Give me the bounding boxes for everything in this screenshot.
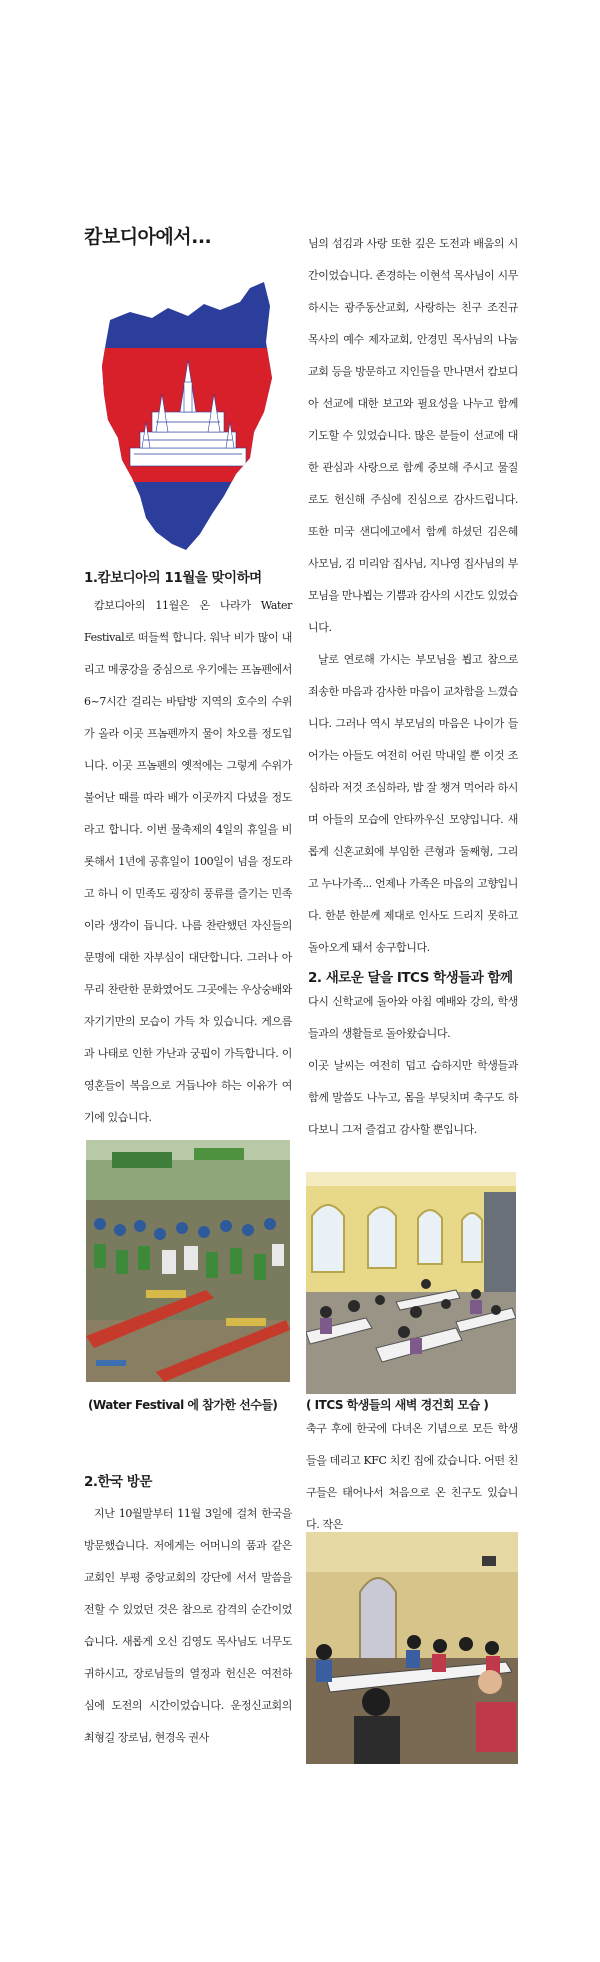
section2-heading: 2.한국 방문: [84, 1474, 152, 1490]
section1-heading: 1.캄보디아의 11월을 맞이하며: [84, 570, 262, 586]
section2: [84, 1470, 292, 1754]
continuation-text: 님의 섬김과 사랑 또한 깊은 도전과 배움의 시간이었습니다. 존경하는 이현석 목사님이 시무하시는 광주동산교회, 사랑하는 친구 조진규 목사의 예수 제자교회, 안경민 목사님의 나눔 교회 등을 방문하고 지인들을 만나면서 캄보디아 선교에 대한 보고와 필요성을 나누고 함께 기도할 수 있었습니다. 많은 분들이 선교에 대한 관심과 사랑으로 함께 중보해 주시고 물질로도 헌신해 주심에 진심으로 감사드립니다. 또한 미국 샌디에고에서 함께 하셨던 김은혜 사모님, 김 미리암 집사님, 지나영 집사님의 부모님을 만나뵙는 기쁨과 감사의 시간도 있었습니다.: [308, 237, 518, 634]
after-caption-text: 축구 후에 한국에 다녀온 기념으로 모든 학생들을 데리고 KFC 치킨 집에 갔습니다. 어떤 친구들은 태어나서 처음으로 온 친구도 있습니다. 작은: [306, 1422, 518, 1531]
right-column: [308, 228, 518, 1146]
section3-body2: 이곳 날씨는 여전히 덥고 습하지만 학생들과 함께 말씀도 나누고, 몸을 부딪치며 축구도 하다보니 그저 즐겁고 감사할 뿐입니다.: [308, 1059, 518, 1136]
section3-body1: 다시 신학교에 돌아와 아침 예배와 강의, 학생들과의 생활들로 돌아왔습니다.: [308, 995, 518, 1040]
section1-body: 캄보디아의 11월은 온 나라가 Water Festival로 떠들썩 합니다. 워낙 비가 많이 내리고 메콩강을 중심으로 우기에는 프놈펜에서 6~7시간 걸리는 바탐방 지역의 호수의 수위가 올라 이곳 프놈펜까지 물이 차오를 정도입니다. 이곳 프놈펜의 옛적에는 그렇게 수위가 불어난 때를 따라 배가 이곳까지 다녔을 정도라고 합니다. 이번 물축제의 4일의 휴일을 비롯해서 1년에 공휴일이 100일이 넘을 정도라고 하니 이 민족도 굉장히 풍류를 즐기는 민족이라 생각이 듭니다. 나름 찬란했던 자신들의 문명에 대한 자부심이 대단합니다. 그러나 아무리 찬란한 문화였어도 그곳에는 우상숭배와 자기기만의 모습이 가득 차 있습니다. 게으름과 나태로 인한 가난과 궁핍이 가득합니다. 이 영혼들이 복음으로 거듭나야 하는 이유가 여기에 있습니다.: [84, 599, 292, 1124]
itcs-caption: ( ITCS 학생들의 새벽 경건회 모습 ): [306, 1398, 489, 1412]
itcs-caption-box: [306, 1396, 518, 1541]
section3-heading: 2. 새로운 달을 ITCS 학생들과 함께: [308, 970, 513, 986]
students-meeting-photo: [306, 1532, 518, 1764]
itcs-devotion-photo: [306, 1172, 516, 1394]
section1: [84, 566, 292, 1134]
left-column: [84, 222, 292, 249]
section2-body: 지난 10월말부터 11월 3일에 걸쳐 한국을 방문했습니다. 저에게는 어머니의 품과 같은 교회인 부평 중앙교회의 강단에 서서 말씀을 전할 수 있었던 것은 참으로 감격의 순간이었습니다. 새롭게 오신 김영도 목사님도 너무도 귀하시고, 장로님들의 열정과 헌신은 여전하심에 도전의 시간이었습니다. 운정신교회의 최형길 장로님, 현경옥 권사: [84, 1507, 292, 1744]
water-festival-caption: (Water Festival 에 참가한 선수들): [88, 1398, 278, 1412]
water-festival-photo: [86, 1140, 290, 1382]
page-title: 캄보디아에서...: [84, 226, 212, 248]
cambodia-flag-map: [100, 282, 276, 552]
parents-text: 날로 연로해 가시는 부모님을 뵙고 참으로 죄송한 마음과 감사한 마음이 교차함을 느꼈습니다. 그러나 역시 부모님의 마음은 나이가 들어가는 아들도 여전히 어린 막내일 뿐 이것 조심하라 저것 조심하라, 밥 잘 챙겨 먹어라 하시며 아들의 모습에 안타까우신 모양입니다. 새롭게 신혼교회에 부임한 큰형과 둘째형, 그리고 누나가족... 언제나 가족은 마음의 고향입니다. 한분 한분께 제대로 인사도 드리지 못하고 돌아오게 돼서 송구합니다.: [308, 653, 518, 954]
water-festival-caption-box: [88, 1396, 292, 1413]
